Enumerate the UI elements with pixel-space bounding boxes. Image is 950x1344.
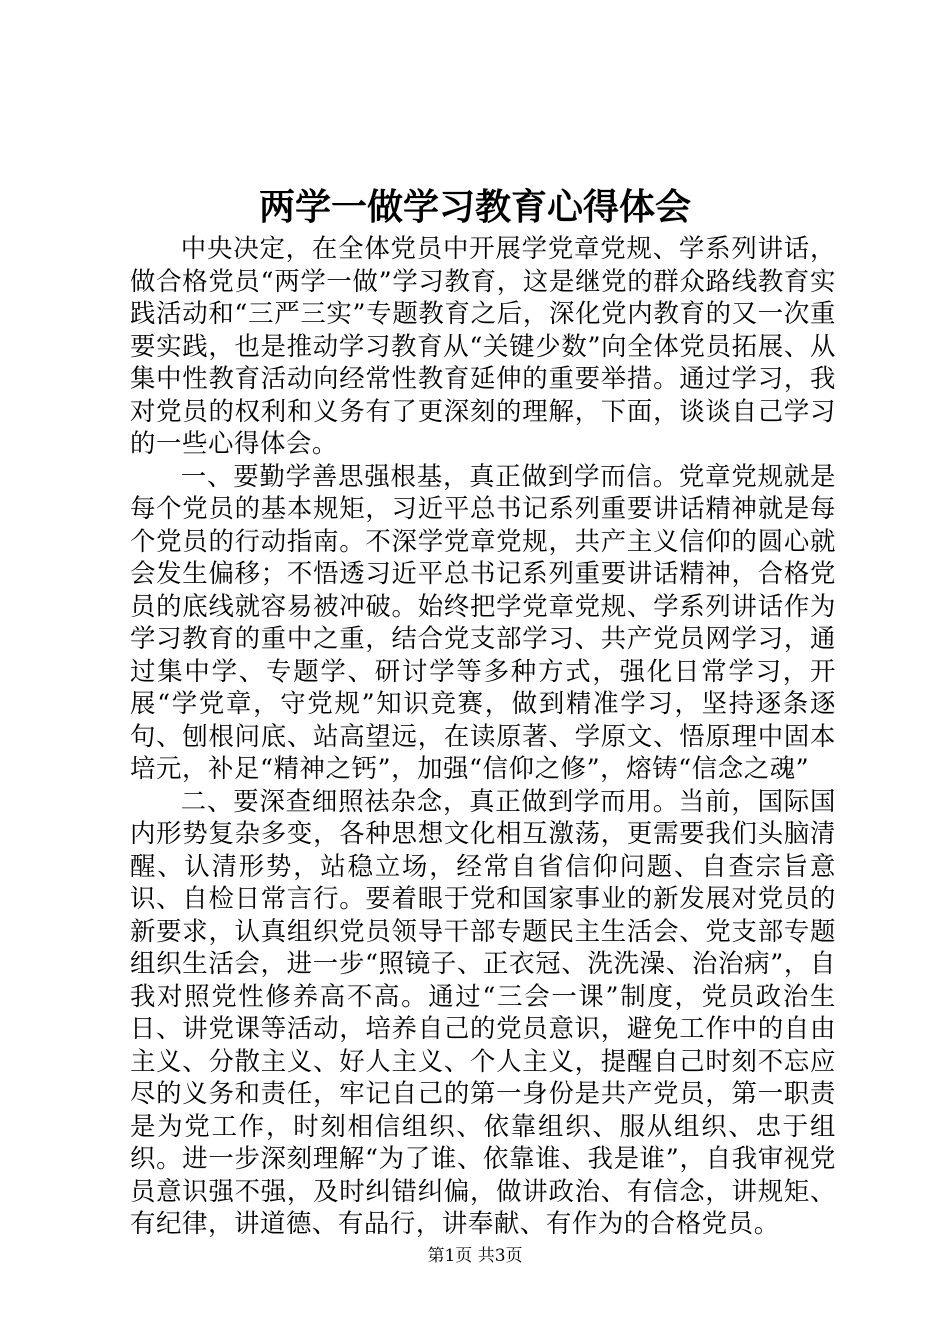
document-title: 两学一做学习教育心得体会 — [258, 186, 691, 228]
page-footer: 第1页 共3页 — [427, 1246, 523, 1266]
paragraph-intro: 中央决定，在全体党员中开展学党章党规、学系列讲话，做合格党员“两学一做”学习教育，这是继党的群众路线教育实践活动和“三严三实”专题教育之后，深化党内教育的又一次重要实践，也是推动学习教育从“关键少数”向全体党员拓展、从集中性教育活动向经常性教育延伸的重要举措。通过学习，我对党员的权利和义务有了更深刻的理解，下面，谈谈自己学习的一些心得体会。 — [130, 233, 836, 458]
paragraph-point-one: 一、要勤学善思强根基，真正做到学而信。党章党规就是每个党员的基本规矩，习近平总书记系列重要讲话精神就是每个党员的行动指南。不深学党章党规，共产主义信仰的圆心就会发生偏移；不悟透习近平总书记系列重要讲话精神，合格党员的底线就容易被冲破。始终把学党章党规、学系列讲话作为学习教育的重中之重，结合党支部学习、共产党员网学习，通过集中学、专题学、研讨学等多种方式，强化日常学习，开展“学党章，守党规”知识竞赛，做到精准学习，坚持逐条逐句、刨根问底、站高望远，在读原著、学原文、悟原理中固本培元，补足“精神之钙”，加强“信仰之修”，熔铸“信念之魂” — [130, 460, 836, 783]
document-body — [130, 232, 836, 1240]
paragraph-point-two: 二、要深查细照祛杂念，真正做到学而用。当前，国际国内形势复杂多变，各种思想文化相互激荡，更需要我们头脑清醒、认清形势，站稳立场，经常自省信仰问题、自查宗旨意识、自检日常言行。要着眼于党和国家事业的新发展对党员的新要求，认真组织党员领导干部专题民主生活会、党支部专题组织生活会，进一步“照镜子、正衣冠、洗洗澡、治治病”，自我对照党性修养高不高。通过“三会一课”制度，党员政治生日、讲党课等活动，培养自己的党员意识，避免工作中的自由主义、分散主义、好人主义、个人主义，提醒自己时刻不忘应尽的义务和责任，牢记自己的第一身份是共产党员，第一职责是为党工作，时刻相信组织、依靠组织、服从组织、忠于组织。进一步深刻理解“为了谁、依靠谁、我是谁”，自我审视党员意识强不强，及时纠错纠偏，做讲政治、有信念，讲规矩、有纪律，讲道德、有品行，讲奉献、有作为的合格党员。 — [130, 785, 836, 1238]
